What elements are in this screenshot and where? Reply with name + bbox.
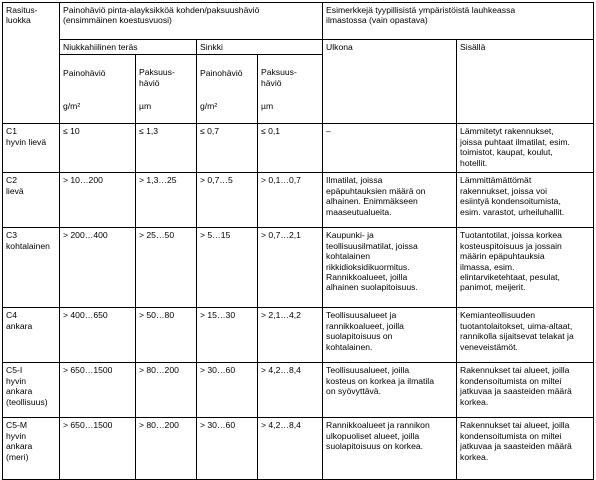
cell-zinc-mass: ≤ 0,7 bbox=[197, 124, 258, 173]
table-row bbox=[3, 363, 594, 418]
cell-zinc-mass: > 15…30 bbox=[197, 308, 258, 363]
header-steel-thickness-unit: µm bbox=[139, 100, 152, 111]
header-zinc-mass bbox=[197, 55, 258, 124]
header-carbon-steel: Niukkahiilinen teräs bbox=[60, 40, 197, 55]
cell-zinc-thickness: > 4,2…8,4 bbox=[258, 363, 323, 418]
corrosivity-table-wrapper bbox=[2, 2, 594, 480]
header-indoor: Sisällä bbox=[457, 40, 594, 124]
cell-steel-thickness: > 50…80 bbox=[136, 308, 197, 363]
header-steel-mass-label: Painohäviö bbox=[63, 67, 106, 78]
cell-steel-mass: > 400…650 bbox=[60, 308, 136, 363]
table-row bbox=[3, 173, 594, 228]
cell-zinc-mass: > 30…60 bbox=[197, 363, 258, 418]
header-zinc-mass-label: Painohäviö bbox=[200, 67, 243, 78]
cell-outdoor: Kaupunki- ja teollisuusilmatilat, joissa kohtalainen rikkidioksidikuormitus. Rannikkoalueet, joilla alhainen suolapitoisuus. bbox=[323, 228, 457, 308]
header-row-main bbox=[3, 3, 594, 40]
cell-zinc-thickness: > 4,2…8,4 bbox=[258, 418, 323, 480]
cell-category: C3 kohtalainen bbox=[3, 228, 60, 308]
cell-indoor: Rakennukset tai alueet, joilla kondensoitumista on miltei jatkuvaa ja saasteiden määrä korkea. bbox=[457, 363, 594, 418]
header-zinc-mass-unit: g/m² bbox=[200, 100, 218, 111]
header-zinc-thickness bbox=[258, 55, 323, 124]
cell-zinc-thickness: > 2,1…4,2 bbox=[258, 308, 323, 363]
cell-steel-mass: > 650…1500 bbox=[60, 418, 136, 480]
cell-category: C2 lievä bbox=[3, 173, 60, 228]
cell-indoor: Lämmittämättömät rakennukset, joissa voi esiintyä kondensoitumista, esim. varastot, urheiluhallit. bbox=[457, 173, 594, 228]
cell-indoor: Tuotantotilat, joissa korkea kosteuspitoisuus ja jossain määrin epäpuhtauksia ilmassa, esim. elintarviketehtaat, pesulat, panimot, meijerit. bbox=[457, 228, 594, 308]
corrosivity-category-table bbox=[2, 2, 594, 480]
header-category: Rasitus- luokka bbox=[3, 3, 60, 124]
table-row bbox=[3, 418, 594, 480]
cell-outdoor: Teollisuusalueet ja rannikkoalueet, joilla suolapitoisuus on kohtalainen. bbox=[323, 308, 457, 363]
cell-steel-thickness: > 80…200 bbox=[136, 363, 197, 418]
header-steel-mass bbox=[60, 55, 136, 124]
header-examples: Esimerkkejä tyypillisistä ympäristöistä lauhkeassa ilmastossa (vain opastava) bbox=[323, 3, 594, 40]
header-steel-thickness bbox=[136, 55, 197, 124]
cell-steel-thickness: > 1,3…25 bbox=[136, 173, 197, 228]
header-steel-thickness-label: Paksuus- häviö bbox=[139, 67, 175, 88]
cell-outdoor: – bbox=[323, 124, 457, 173]
table-row bbox=[3, 228, 594, 308]
cell-zinc-thickness: ≤ 0,1 bbox=[258, 124, 323, 173]
cell-steel-mass: > 200…400 bbox=[60, 228, 136, 308]
cell-steel-thickness: > 80…200 bbox=[136, 418, 197, 480]
cell-outdoor: Teollisuusalueet, joilla kosteus on korkea ja ilmatila on syövyttävä. bbox=[323, 363, 457, 418]
table-row bbox=[3, 124, 594, 173]
header-row-materials bbox=[3, 40, 594, 55]
cell-outdoor: Rannikkoalueet ja rannikon ulkopuoliset alueet, joilla suolapitoisuus on korkea. bbox=[323, 418, 457, 480]
cell-indoor: Rakennukset tai alueet, joilla kondensoitumista on miltei jatkuvaa ja saasteiden määrä korkea. bbox=[457, 418, 594, 480]
header-zinc-thickness-label: Paksuus- häviö bbox=[261, 67, 297, 88]
cell-zinc-mass: > 5…15 bbox=[197, 228, 258, 308]
cell-steel-mass: > 10…200 bbox=[60, 173, 136, 228]
cell-zinc-thickness: > 0,1…0,7 bbox=[258, 173, 323, 228]
cell-outdoor: Ilmatilat, joissa epäpuhtauksien määrä on alhainen. Enimmäkseen maaseutualueita. bbox=[323, 173, 457, 228]
cell-category: C5-I hyvin ankara (teollisuus) bbox=[3, 363, 60, 418]
header-zinc: Sinkki bbox=[197, 40, 323, 55]
cell-zinc-thickness: > 0,7…2,1 bbox=[258, 228, 323, 308]
cell-zinc-mass: > 0,7…5 bbox=[197, 173, 258, 228]
cell-zinc-mass: > 30…60 bbox=[197, 418, 258, 480]
table-row bbox=[3, 308, 594, 363]
cell-steel-thickness: ≤ 1,3 bbox=[136, 124, 197, 173]
cell-indoor: Kemianteollisuuden tuotantolaitokset, uima-altaat, rannikolla sijaitsevat telakat ja veneveistämöt. bbox=[457, 308, 594, 363]
cell-category: C5-M hyvin ankara (meri) bbox=[3, 418, 60, 480]
cell-category: C4 ankara bbox=[3, 308, 60, 363]
header-mass-loss: Painohäviö pinta-alayksikköä kohden/paksuushäviö (ensimmäinen koestusvuosi) bbox=[60, 3, 323, 40]
cell-indoor: Lämmitetyt rakennukset, joissa puhtaat ilmatilat, esim. toimistot, kaupat, koulut, hotellit. bbox=[457, 124, 594, 173]
cell-steel-thickness: > 25…50 bbox=[136, 228, 197, 308]
cell-category: C1 hyvin lievä bbox=[3, 124, 60, 173]
cell-steel-mass: ≤ 10 bbox=[60, 124, 136, 173]
header-steel-mass-unit: g/m² bbox=[63, 100, 81, 111]
header-outdoor: Ulkona bbox=[323, 40, 457, 124]
header-zinc-thickness-unit: µm bbox=[261, 100, 274, 111]
cell-steel-mass: > 650…1500 bbox=[60, 363, 136, 418]
